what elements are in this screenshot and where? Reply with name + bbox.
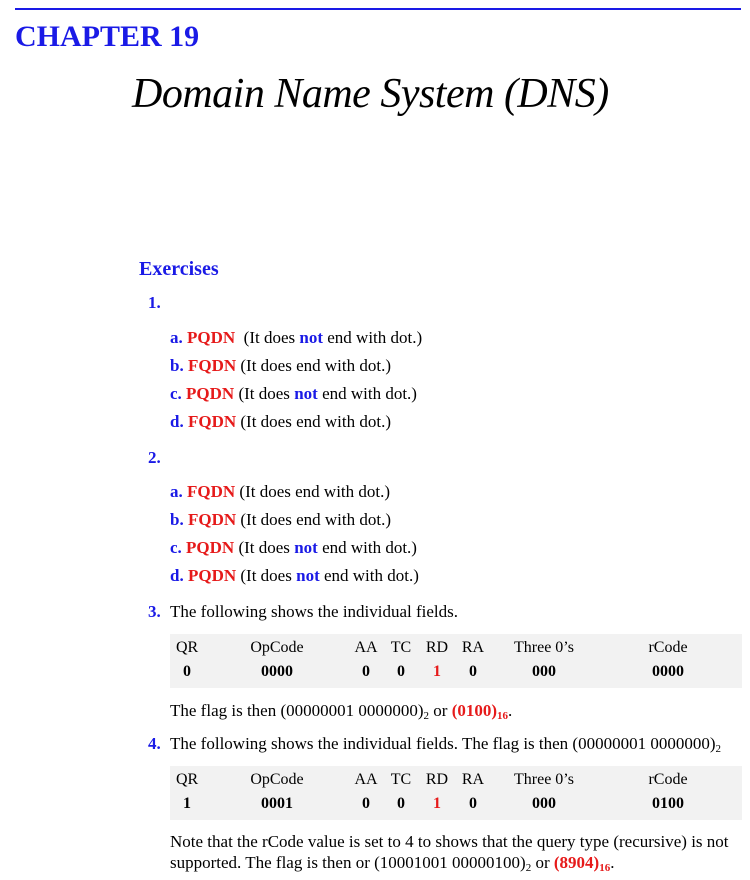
item-letter: d.: [170, 412, 184, 431]
header-rule: [15, 8, 741, 10]
item-text: (It does: [238, 384, 295, 403]
value-qr: 0: [183, 663, 191, 680]
value-tc: 0: [397, 663, 405, 680]
item-text: (It does end with dot.): [240, 510, 391, 529]
header-rd: RD: [425, 639, 449, 656]
header-ra: RA: [461, 639, 485, 656]
value-aa: 0: [362, 663, 370, 680]
note-binary-base: 2: [525, 862, 532, 874]
value-three-zeros: 000: [532, 795, 556, 812]
item-text: (It does end with dot.): [240, 356, 391, 375]
item-text: (It does end with dot.): [240, 412, 391, 431]
header-aa: AA: [354, 771, 378, 788]
value-rd: 1: [433, 795, 441, 812]
value-tc: 0: [397, 795, 405, 812]
note-or: or: [531, 853, 554, 872]
item-term: FQDN: [187, 356, 237, 375]
q1-number: 1.: [148, 293, 161, 312]
item-text: (It does: [243, 328, 300, 347]
item-term: PQDN: [186, 538, 235, 557]
q2-item-a: [170, 481, 390, 503]
item-letter: b.: [170, 510, 184, 529]
value-qr: 1: [183, 795, 191, 812]
header-qr: QR: [176, 771, 199, 788]
q4-intro-text: The following shows the individual fields. The flag is then (00000001 0000000): [170, 734, 716, 753]
item-text: (It does: [240, 566, 297, 585]
header-rcode: rCode: [648, 639, 688, 656]
q1-item-c: [170, 383, 417, 405]
item-text-end: end with dot.): [323, 328, 423, 347]
q2-number: 2.: [148, 448, 161, 467]
flag-hex: (0100): [451, 701, 498, 720]
q3-number: 3.: [148, 602, 161, 621]
header-aa: AA: [354, 639, 378, 656]
header-three-zeros: Three 0’s: [514, 771, 574, 788]
chapter-label: CHAPTER 19: [15, 20, 200, 53]
header-opcode: OpCode: [250, 639, 304, 656]
item-letter: c.: [170, 384, 182, 403]
exercises-heading: Exercises: [139, 258, 219, 280]
value-rcode: 0100: [652, 795, 684, 812]
item-text-end: end with dot.): [317, 384, 417, 403]
item-term: PQDN: [187, 566, 237, 585]
item-term: PQDN: [187, 328, 236, 347]
item-text: (It does: [238, 538, 295, 557]
item-text-end: end with dot.): [319, 566, 419, 585]
header-rd: RD: [425, 771, 449, 788]
header-tc: TC: [390, 771, 412, 788]
note-hex-base: 16: [599, 862, 611, 874]
value-opcode: 0001: [261, 795, 293, 812]
header-tc: TC: [390, 639, 412, 656]
item-term: FQDN: [187, 482, 236, 501]
value-ra: 0: [469, 663, 477, 680]
item-letter: a.: [170, 482, 183, 501]
value-aa: 0: [362, 795, 370, 812]
flag-end: .: [508, 701, 513, 720]
item-letter: b.: [170, 356, 184, 375]
value-rd: 1: [433, 663, 441, 680]
q1-item-d: [170, 411, 391, 433]
q4-fields-table: [170, 766, 742, 820]
item-term: FQDN: [187, 412, 237, 431]
item-text: (It does end with dot.): [239, 482, 391, 501]
item-term: FQDN: [187, 510, 237, 529]
note-end: .: [610, 853, 615, 872]
q4-intro: [170, 733, 721, 755]
item-letter: a.: [170, 328, 183, 347]
header-opcode: OpCode: [250, 771, 304, 788]
note-text: supported. The flag is then or (10001001 00000100): [170, 853, 526, 872]
q4-number: 4.: [148, 734, 161, 753]
item-text-end: end with dot.): [317, 538, 417, 557]
item-letter: d.: [170, 566, 184, 585]
chapter-title: Domain Name System (DNS): [132, 71, 609, 117]
q3-fields-table: [170, 634, 742, 688]
flag-binary-base: 2: [423, 710, 430, 722]
q4-intro-base: 2: [715, 743, 722, 755]
item-emph: not: [294, 538, 318, 557]
q3-flag-line: [170, 700, 512, 722]
note-hex: (8904): [553, 853, 600, 872]
item-emph: not: [299, 328, 324, 347]
flag-or: or: [429, 701, 452, 720]
value-ra: 0: [469, 795, 477, 812]
value-three-zeros: 000: [532, 663, 556, 680]
value-rcode: 0000: [652, 663, 684, 680]
q2-item-d: [170, 565, 419, 587]
q1-item-b: [170, 355, 391, 377]
q1-item-a: [170, 327, 422, 349]
item-emph: not: [296, 566, 320, 585]
header-three-zeros: Three 0’s: [514, 639, 574, 656]
q2-item-b: [170, 509, 391, 531]
flag-hex-base: 16: [497, 710, 509, 722]
item-term: PQDN: [186, 384, 235, 403]
q2-item-c: [170, 537, 417, 559]
q4-note-line-2: [170, 852, 614, 874]
q4-note-line-1: Note that the rCode value is set to 4 to shows that the query type (recursive) is not: [170, 832, 729, 851]
header-qr: QR: [176, 639, 199, 656]
item-emph: not: [294, 384, 318, 403]
q3-intro: The following shows the individual fields.: [170, 602, 459, 621]
header-ra: RA: [461, 771, 485, 788]
flag-text: The flag is then (00000001 0000000): [170, 701, 424, 720]
value-opcode: 0000: [261, 663, 293, 680]
header-rcode: rCode: [648, 771, 688, 788]
item-letter: c.: [170, 538, 182, 557]
